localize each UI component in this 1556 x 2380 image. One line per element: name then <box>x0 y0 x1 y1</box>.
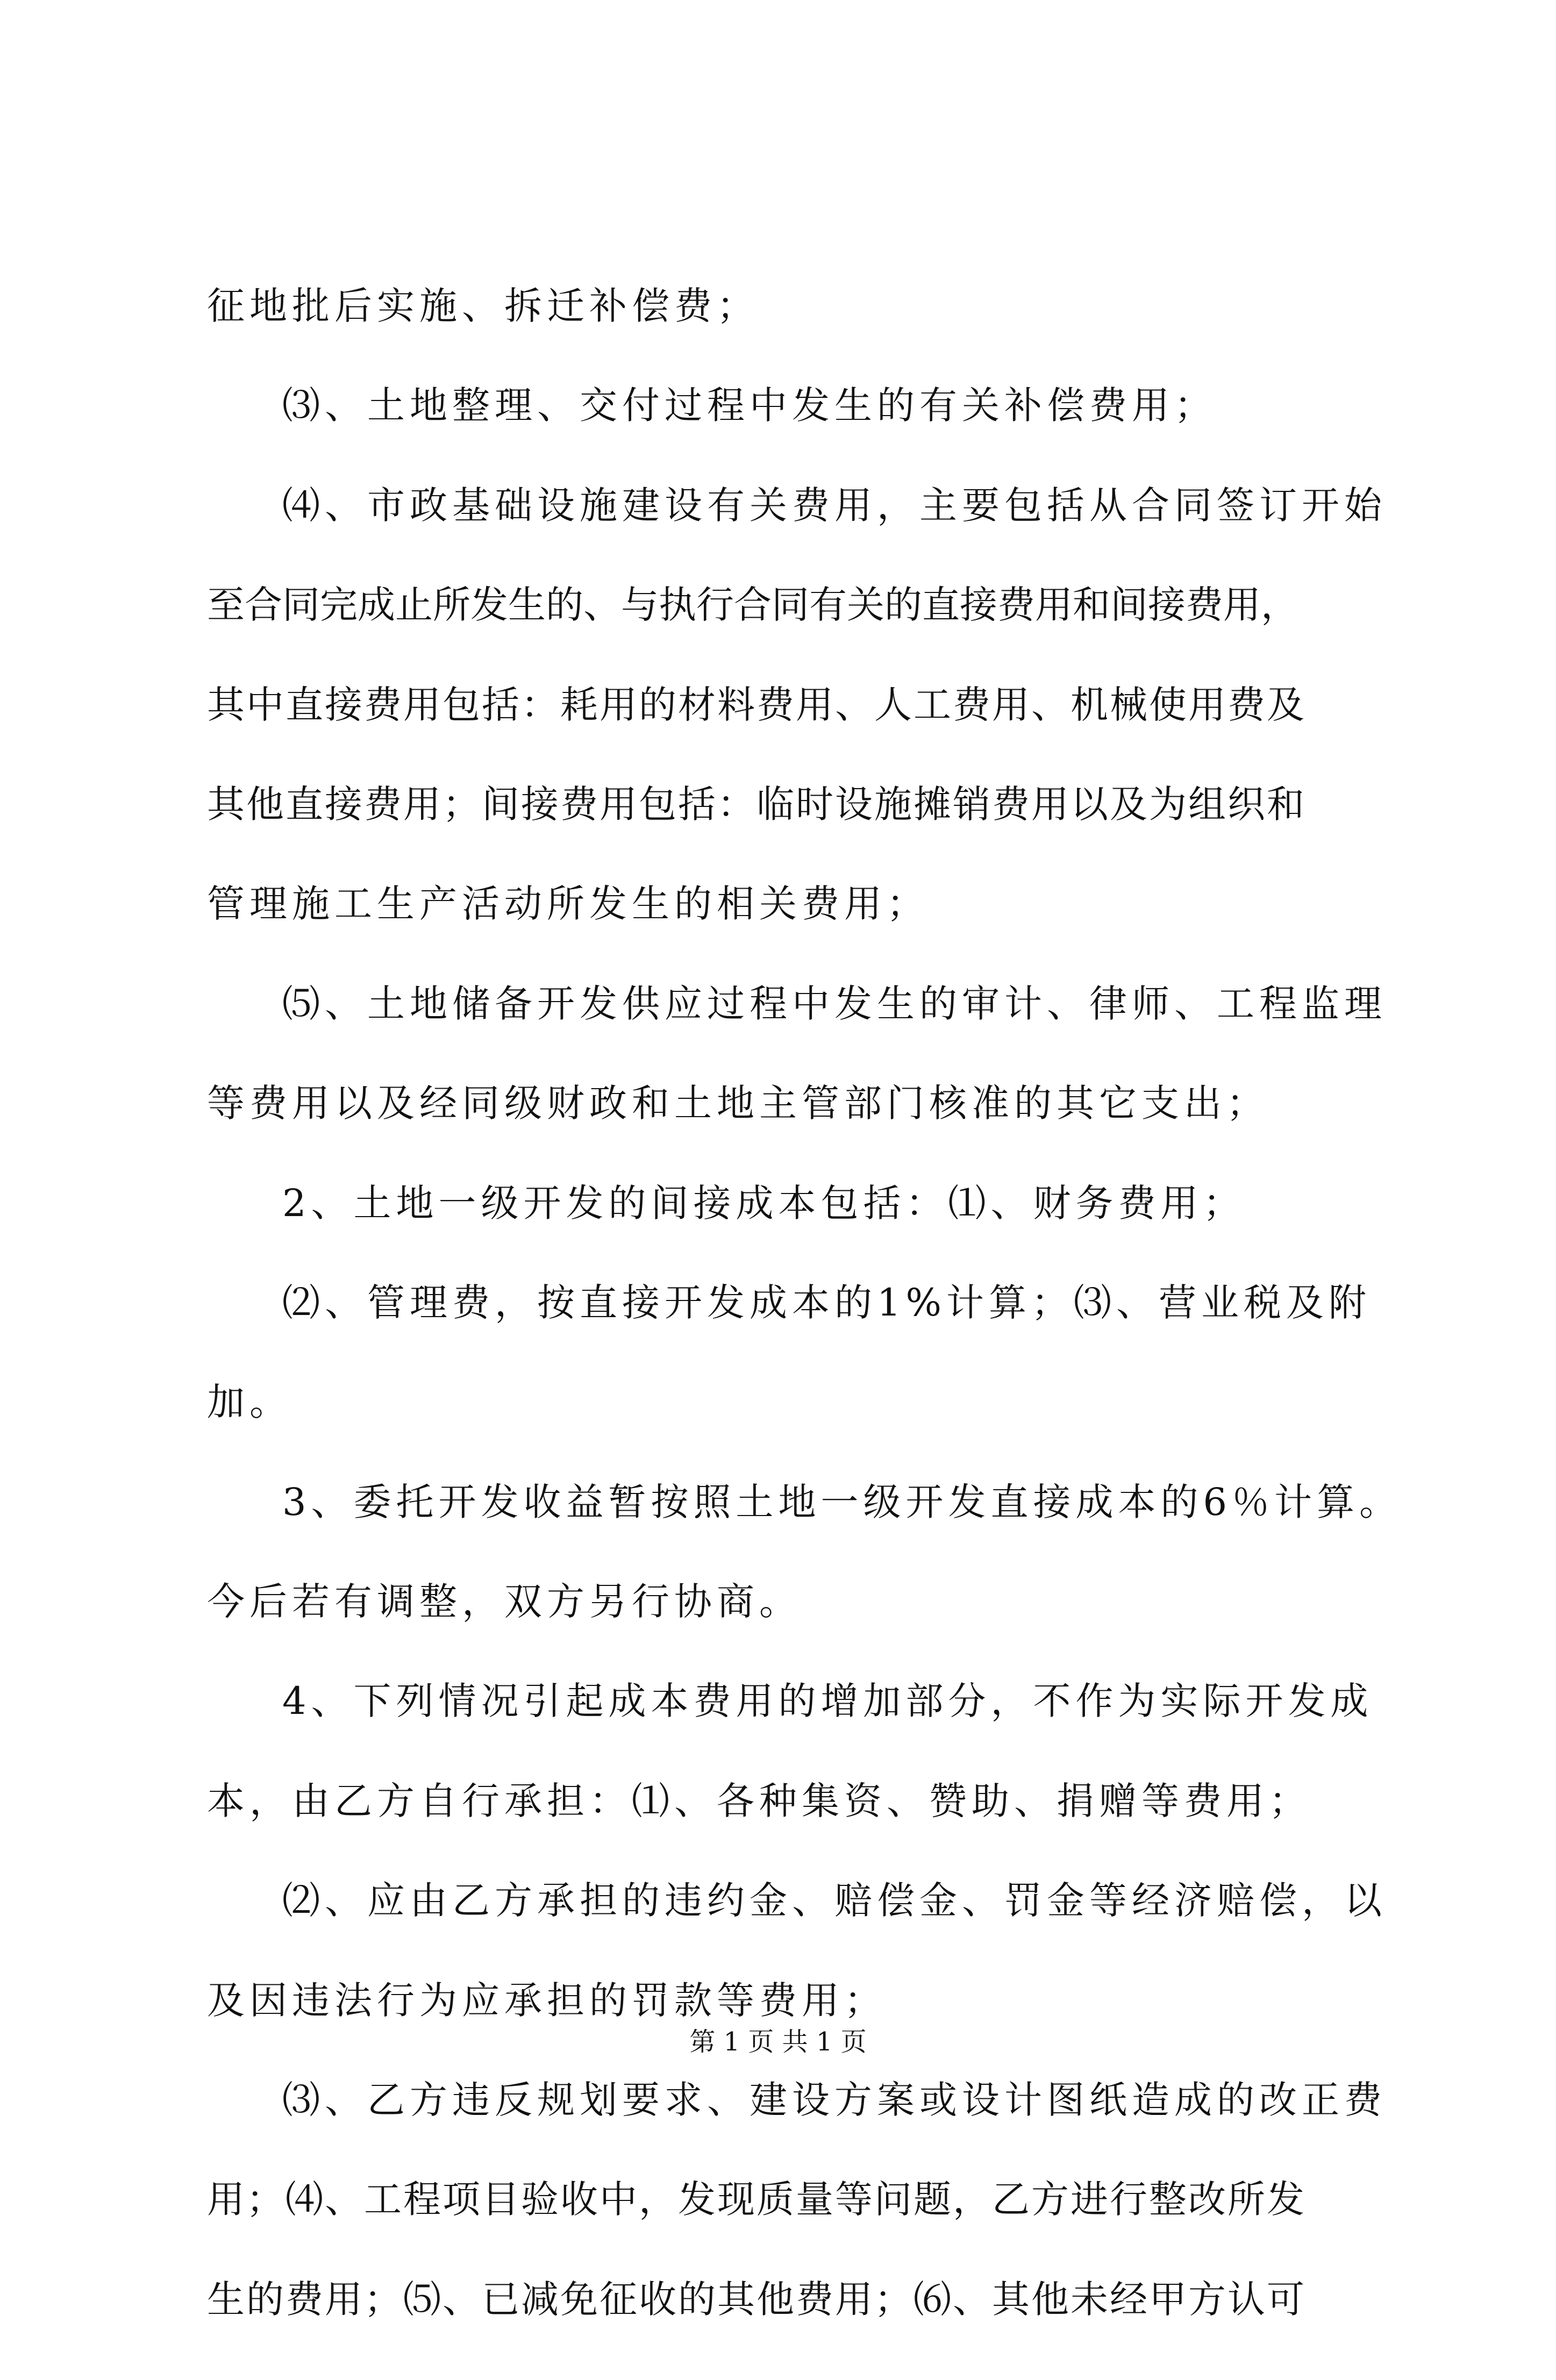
text-line-13: 3、委托开发收益暂按照土地一级开发直接成本的6％计算。 <box>282 1480 1402 1524</box>
text-line-8: ⑸、土地储备开发供应过程中发生的审计、律师、工程监理 <box>282 981 1387 1026</box>
text-line-1: 征地批后实施、拆迁补偿费； <box>207 284 759 328</box>
text-line-9: 等费用以及经同级财政和土地主管部门核准的其它支出； <box>207 1081 1269 1126</box>
text-line-4: 至合同完成止所发生的、与执行合同有关的直接费用和间接费用， <box>207 583 1298 627</box>
text-line-11: ⑵、管理费，按直接开发成本的1%计算；⑶、营业税及附 <box>282 1280 1372 1325</box>
text-line-3: ⑷、市政基础设施建设有关费用，主要包括从合同签订开始 <box>282 483 1387 527</box>
text-line-16: 本，由乙方自行承担：⑴、各种集资、赞助、捐赠等费用； <box>207 1778 1311 1823</box>
text-line-17: ⑵、应由乙方承担的违约金、赔偿金、罚金等经济赔偿，以 <box>282 1878 1387 1923</box>
text-line-6: 其他直接费用；间接费用包括：临时设施摊销费用以及为组织和 <box>207 782 1306 826</box>
page-footer: 第 1 页 共 1 页 <box>689 2027 867 2057</box>
text-line-5: 其中直接费用包括：耗用的材料费用、人工费用、机械使用费及 <box>207 682 1306 727</box>
text-line-18: 及因违法行为应承担的罚款等费用； <box>207 1978 887 2022</box>
text-line-2: ⑶、土地整理、交付过程中发生的有关补偿费用； <box>282 383 1217 428</box>
text-line-15: 4、下列情况引起成本费用的增加部分，不作为实际开发成 <box>282 1679 1373 1724</box>
text-line-14: 今后若有调整，双方另行协商。 <box>207 1579 802 1624</box>
text-line-7: 管理施工生产活动所发生的相关费用； <box>207 882 929 926</box>
text-line-21: 生的费用；⑸、已减免征收的其他费用；⑹、其他未经甲方认可 <box>207 2277 1306 2321</box>
document-body <box>207 284 1402 2380</box>
text-line-10: 2、土地一级开发的间接成本包括：⑴、财务费用； <box>282 1181 1246 1225</box>
text-line-20: 用；⑷、工程项目验收中，发现质量等问题，乙方进行整改所发 <box>207 2177 1306 2222</box>
text-line-12: 加。 <box>207 1380 292 1425</box>
text-line-19: ⑶、乙方违反规划要求、建设方案或设计图纸造成的改正费 <box>282 2078 1387 2122</box>
